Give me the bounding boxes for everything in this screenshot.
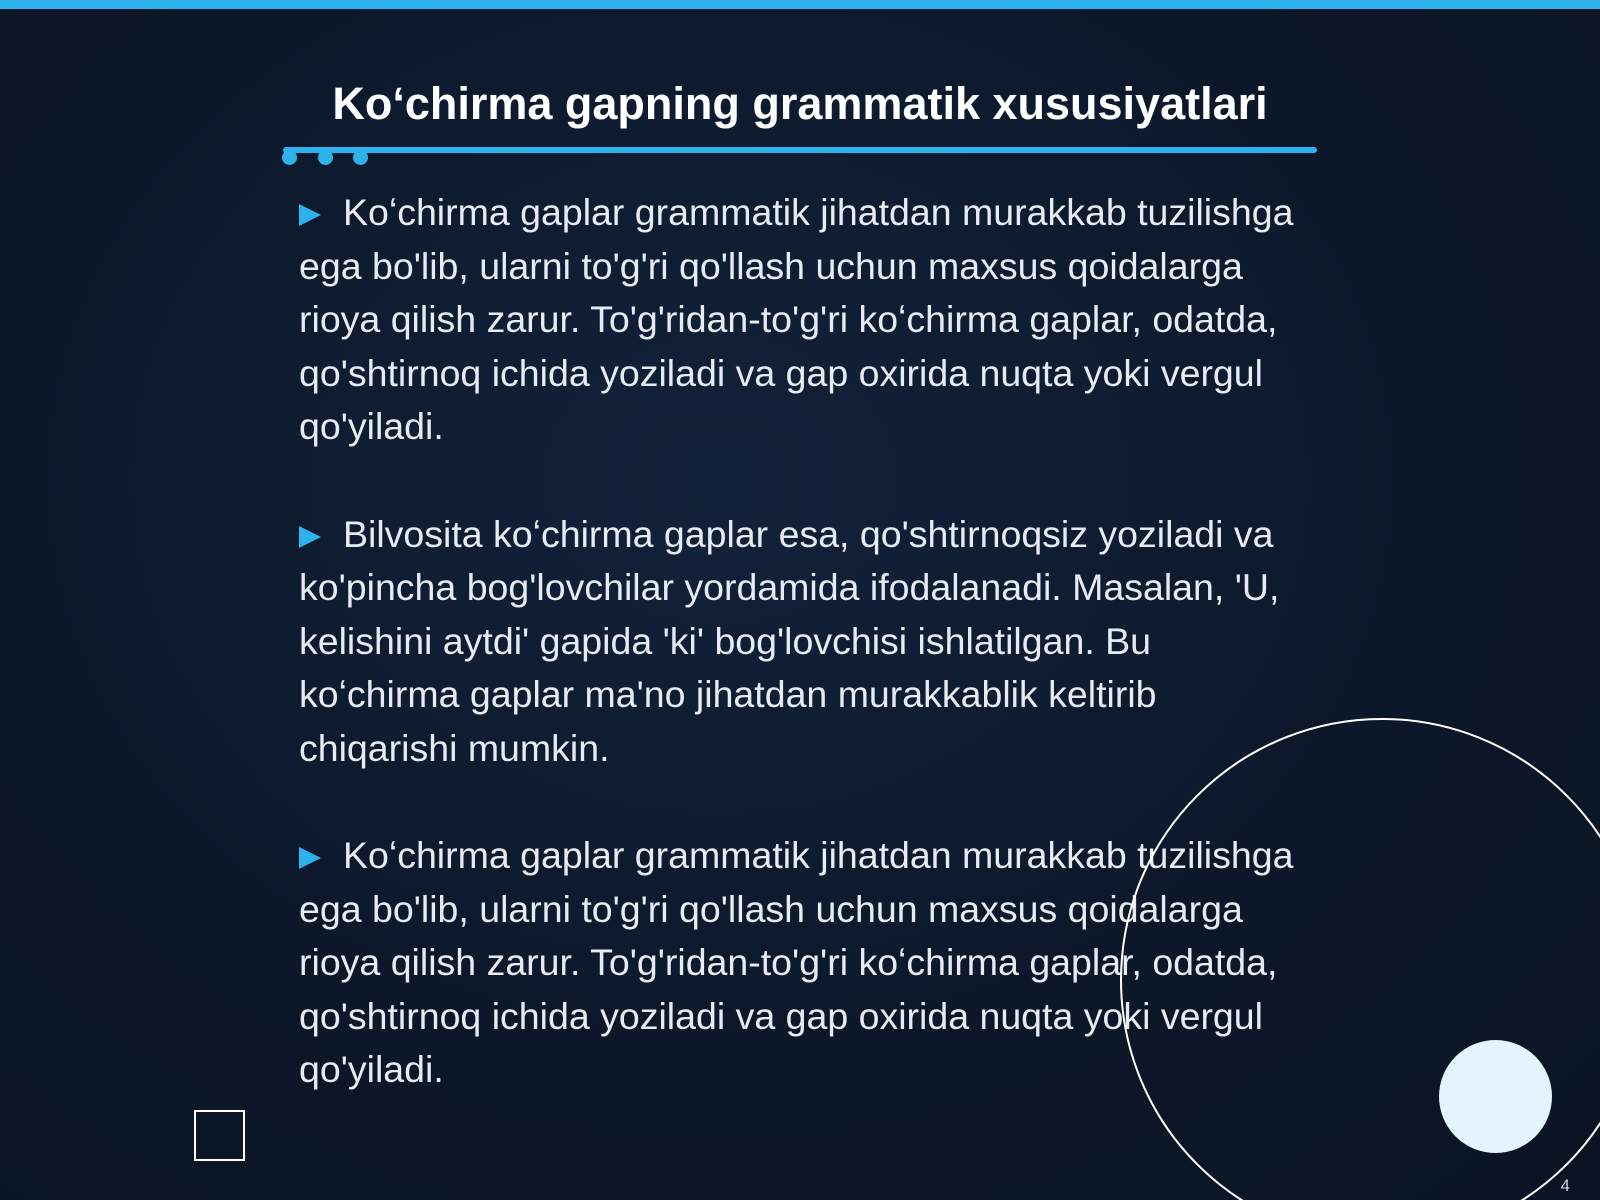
triangle-right-icon [299, 526, 321, 548]
bullet-item [299, 186, 1309, 454]
decorative-disc [1439, 1040, 1552, 1153]
slide-title: Koʻchirma gapning grammatik xususiyatlari [332, 78, 1268, 129]
bullet-text: Koʻchirma gaplar grammatik jihatdan murakkab tuzilishga ega bo'lib, ularni to'g'ri qo'llash uchun maxsus qoidalarga rioya qilish zarur. To'g'ridan-to'g'ri koʻchirma gaplar, odatda, qo'shtirnoq ichida yoziladi va gap oxirida nuqta yoki vergul qo'yiladi. [299, 191, 1294, 447]
triangle-right-icon [299, 204, 321, 226]
bullet-item [299, 508, 1309, 776]
bullet-text: Koʻchirma gaplar grammatik jihatdan murakkab tuzilishga ega bo'lib, ularni to'g'ri qo'llash uchun maxsus qoidalarga rioya qilish zarur. To'g'ridan-to'g'ri koʻchirma gaplar, odatda, qo'shtirnoq ichida yoziladi va gap oxirida nuqta yoki vergul qo'yiladi. [299, 834, 1294, 1090]
bullet-text: Bilvosita koʻchirma gaplar esa, qo'shtirnoqsiz yoziladi va ko'pincha bog'lovchilar yordamida ifodalanadi. Masalan, 'U, kelishini aytdi' gapida 'ki' bog'lovchisi ishlatilgan. Bu koʻchirma gaplar ma'no jihatdan murakkablik keltirib chiqarishi mumkin. [299, 512, 1280, 769]
decorative-dot [318, 150, 333, 165]
decorative-dot [353, 150, 368, 165]
triangle-right-icon [299, 847, 321, 869]
decorative-dot [282, 150, 297, 165]
top-accent-bar [0, 0, 1600, 9]
decorative-square [194, 1110, 245, 1161]
title-underline [283, 147, 1317, 153]
page-number: 4 [1560, 1176, 1570, 1195]
